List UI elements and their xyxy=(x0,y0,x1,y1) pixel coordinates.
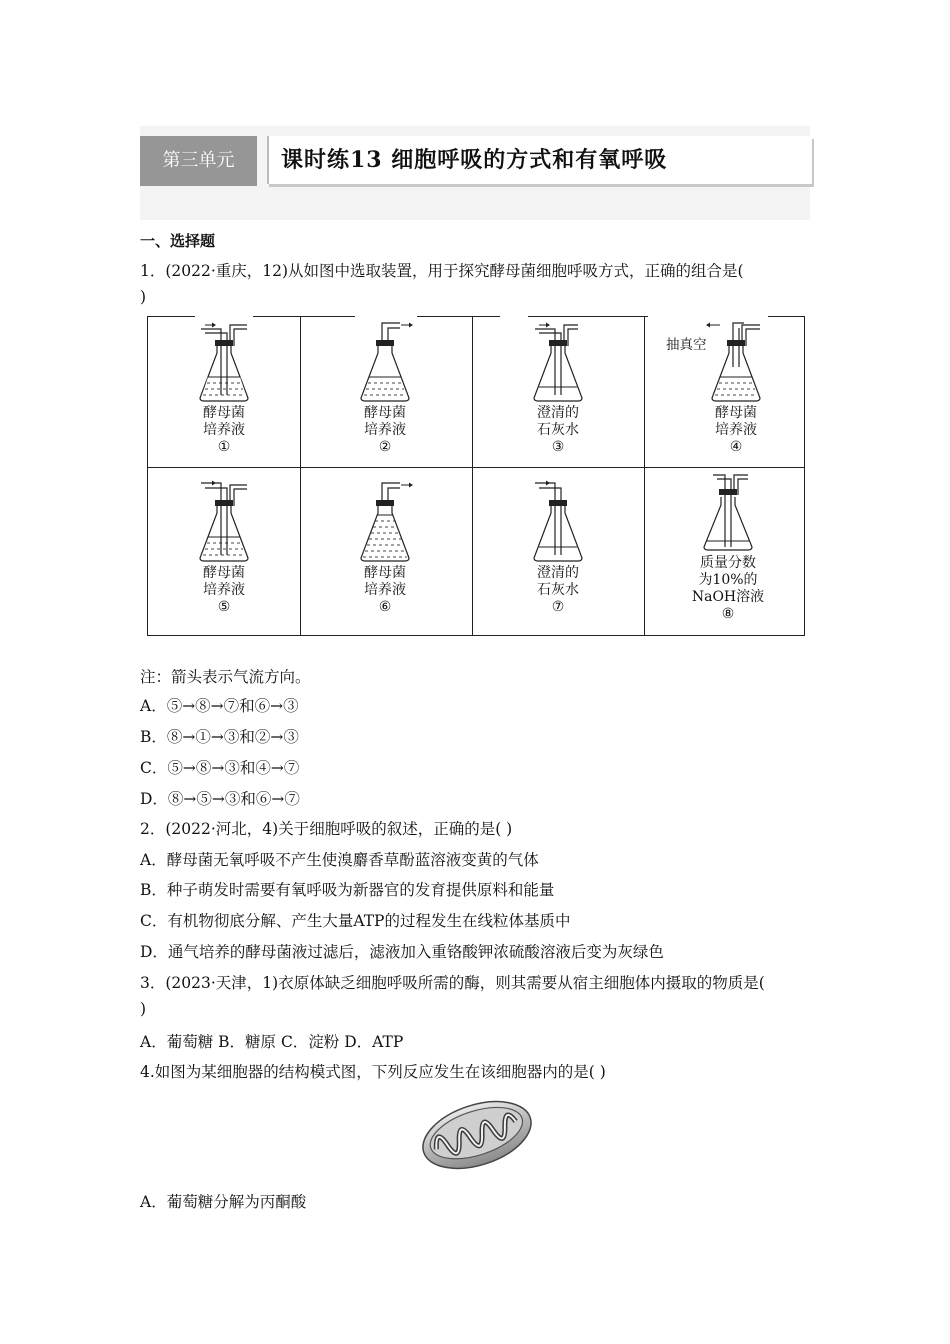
flask-1: 酵母菌 培养液 ① xyxy=(164,317,284,467)
flask-5: 酵母菌 培养液 ⑤ xyxy=(164,477,284,627)
unit-tag: 第三单元 xyxy=(140,136,257,186)
section-title: 一、选择题 xyxy=(140,232,216,250)
q2-stem: 2．(2022·河北，4)关于细胞呼吸的叙述，正确的是( ) xyxy=(140,820,513,838)
q1-option-d: D．⑧→⑤→③和⑥→⑦ xyxy=(140,790,300,808)
mitochondrion-image xyxy=(418,1090,536,1180)
flask-8: 质量分数 为10%的 NaOH溶液 ⑧ xyxy=(658,467,798,635)
title-box xyxy=(267,136,812,184)
q4-option-a: A．葡萄糖分解为丙酮酸 xyxy=(140,1193,307,1211)
apparatus-figure xyxy=(147,316,805,636)
flask-3: 澄清的 石灰水 ③ xyxy=(498,317,618,467)
q1-option-a: A．⑤→⑧→⑦和⑥→③ xyxy=(140,697,299,715)
flask-7: 澄清的 石灰水 ⑦ xyxy=(498,477,618,627)
q1-stem-end: ) xyxy=(140,288,147,306)
q3-stem-end: ) xyxy=(140,1000,147,1018)
page-title: 课时练13 细胞呼吸的方式和有氧呼吸 xyxy=(281,147,668,173)
q3-stem: 3．(2023·天津，1)衣原体缺乏细胞呼吸所需的酶，则其需要从宿主细胞体内摄取的物质是( xyxy=(140,974,765,992)
vacuum-label: 抽真空 xyxy=(666,337,707,353)
q1-option-c: C．⑤→⑧→③和④→⑦ xyxy=(140,759,300,777)
header-bar xyxy=(140,136,810,186)
q1-option-b: B．⑧→①→③和②→③ xyxy=(140,728,299,746)
q4-stem: 4.如图为某细胞器的结构模式图，下列反应发生在该细胞器内的是( ) xyxy=(140,1063,606,1081)
q3-options: A．葡萄糖 B．糖原 C．淀粉 D．ATP xyxy=(140,1033,404,1051)
q2-option-a: A．酵母菌无氧呼吸不产生使溴麝香草酚蓝溶液变黄的气体 xyxy=(140,851,539,869)
flask-4: 抽真空 酵母菌 培养液 ④ xyxy=(676,317,796,467)
flask-6: 酵母菌 培养液 ⑥ xyxy=(325,477,445,627)
flask-2: 酵母菌 培养液 ② xyxy=(325,317,445,467)
q2-option-d: D．通气培养的酵母菌液过滤后，滤液加入重铬酸钾浓硫酸溶液后变为灰绿色 xyxy=(140,943,664,961)
q2-option-c: C．有机物彻底分解、产生大量ATP的过程发生在线粒体基质中 xyxy=(140,912,571,930)
q2-option-b: B．种子萌发时需要有氧呼吸为新器官的发育提供原料和能量 xyxy=(140,881,555,899)
q1-stem: 1．(2022·重庆，12)从如图中选取装置，用于探究酵母菌细胞呼吸方式，正确的组合是( xyxy=(140,262,744,280)
q1-note: 注：箭头表示气流方向。 xyxy=(140,668,311,686)
